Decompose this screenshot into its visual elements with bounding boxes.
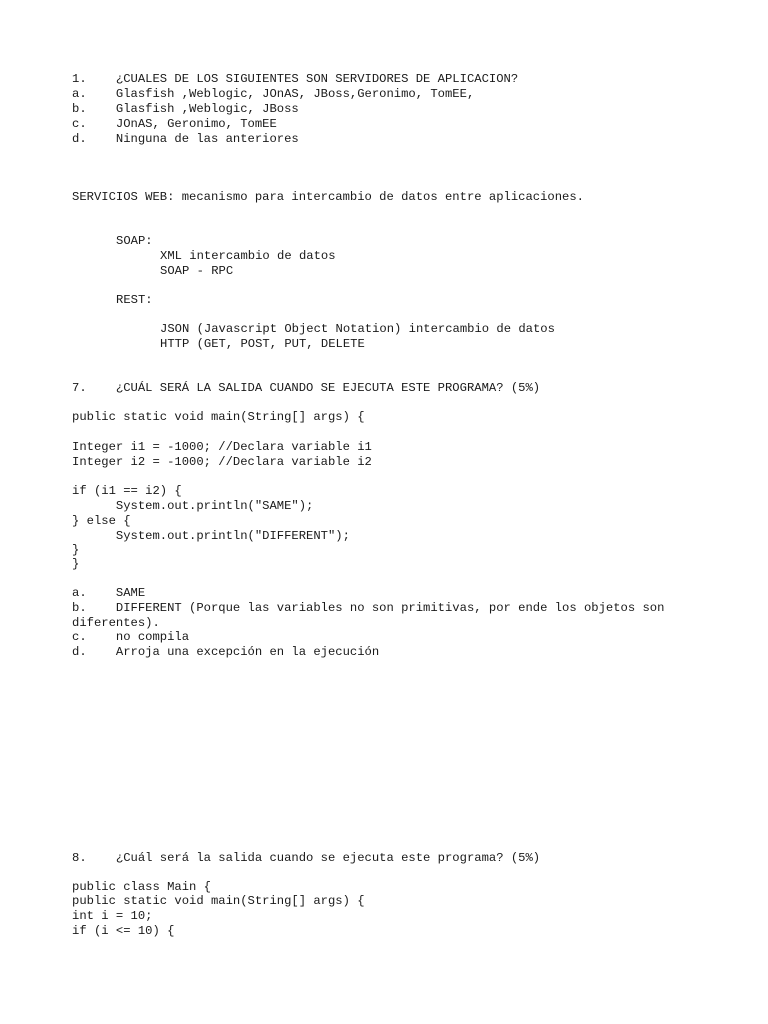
code-line: } (72, 557, 80, 571)
soap-item: XML intercambio de datos (160, 249, 336, 263)
code-line: public static void main(String[] args) { (72, 410, 365, 424)
rest-item: JSON (Javascript Object Notation) intercambio de datos (160, 322, 555, 336)
code-line: int i = 10; (72, 909, 153, 923)
question-1-option-a: a. Glasfish ,Weblogic, JOnAS, JBoss,Geronimo, TomEE, (72, 87, 475, 101)
code-line: Integer i1 = -1000; //Declara variable i1 (72, 440, 372, 454)
code-line: System.out.println("DIFFERENT"); (72, 529, 350, 543)
web-services-intro: SERVICIOS WEB: mecanismo para intercambio de datos entre aplicaciones. (72, 190, 584, 204)
code-line: public class Main { (72, 880, 211, 894)
question-1-option-b: b. Glasfish ,Weblogic, JBoss (72, 102, 299, 116)
question-8-text: 8. ¿Cuál será la salida cuando se ejecuta este programa? (5%) (72, 851, 541, 865)
code-line: public static void main(String[] args) { (72, 894, 365, 908)
code-line: System.out.println("SAME"); (72, 499, 314, 513)
question-7-text: 7. ¿CUÁL SERÁ LA SALIDA CUANDO SE EJECUTA ESTE PROGRAMA? (5%) (72, 381, 541, 395)
question-7-option-b-continued: diferentes). (72, 616, 160, 630)
question-7-option-b: b. DIFFERENT (Porque las variables no son primitivas, por ende los objetos son (72, 601, 665, 615)
question-1-text: 1. ¿CUALES DE LOS SIGUIENTES SON SERVIDORES DE APLICACION? (72, 72, 519, 86)
code-line: if (i1 == i2) { (72, 484, 182, 498)
question-7-option-c: c. no compila (72, 630, 190, 644)
question-7-option-d: d. Arroja una excepción en la ejecución (72, 645, 380, 659)
rest-item: HTTP (GET, POST, PUT, DELETE (160, 337, 365, 351)
code-line: if (i <= 10) { (72, 924, 175, 938)
code-line: Integer i2 = -1000; //Declara variable i2 (72, 455, 372, 469)
question-7-option-a: a. SAME (72, 586, 146, 600)
soap-item: SOAP - RPC (160, 264, 234, 278)
question-1-option-c: c. JOnAS, Geronimo, TomEE (72, 117, 277, 131)
soap-label: SOAP: (116, 234, 153, 248)
question-1-option-d: d. Ninguna de las anteriores (72, 132, 299, 146)
code-line: } else { (72, 514, 131, 528)
code-line: } (72, 543, 80, 557)
rest-label: REST: (116, 293, 153, 307)
